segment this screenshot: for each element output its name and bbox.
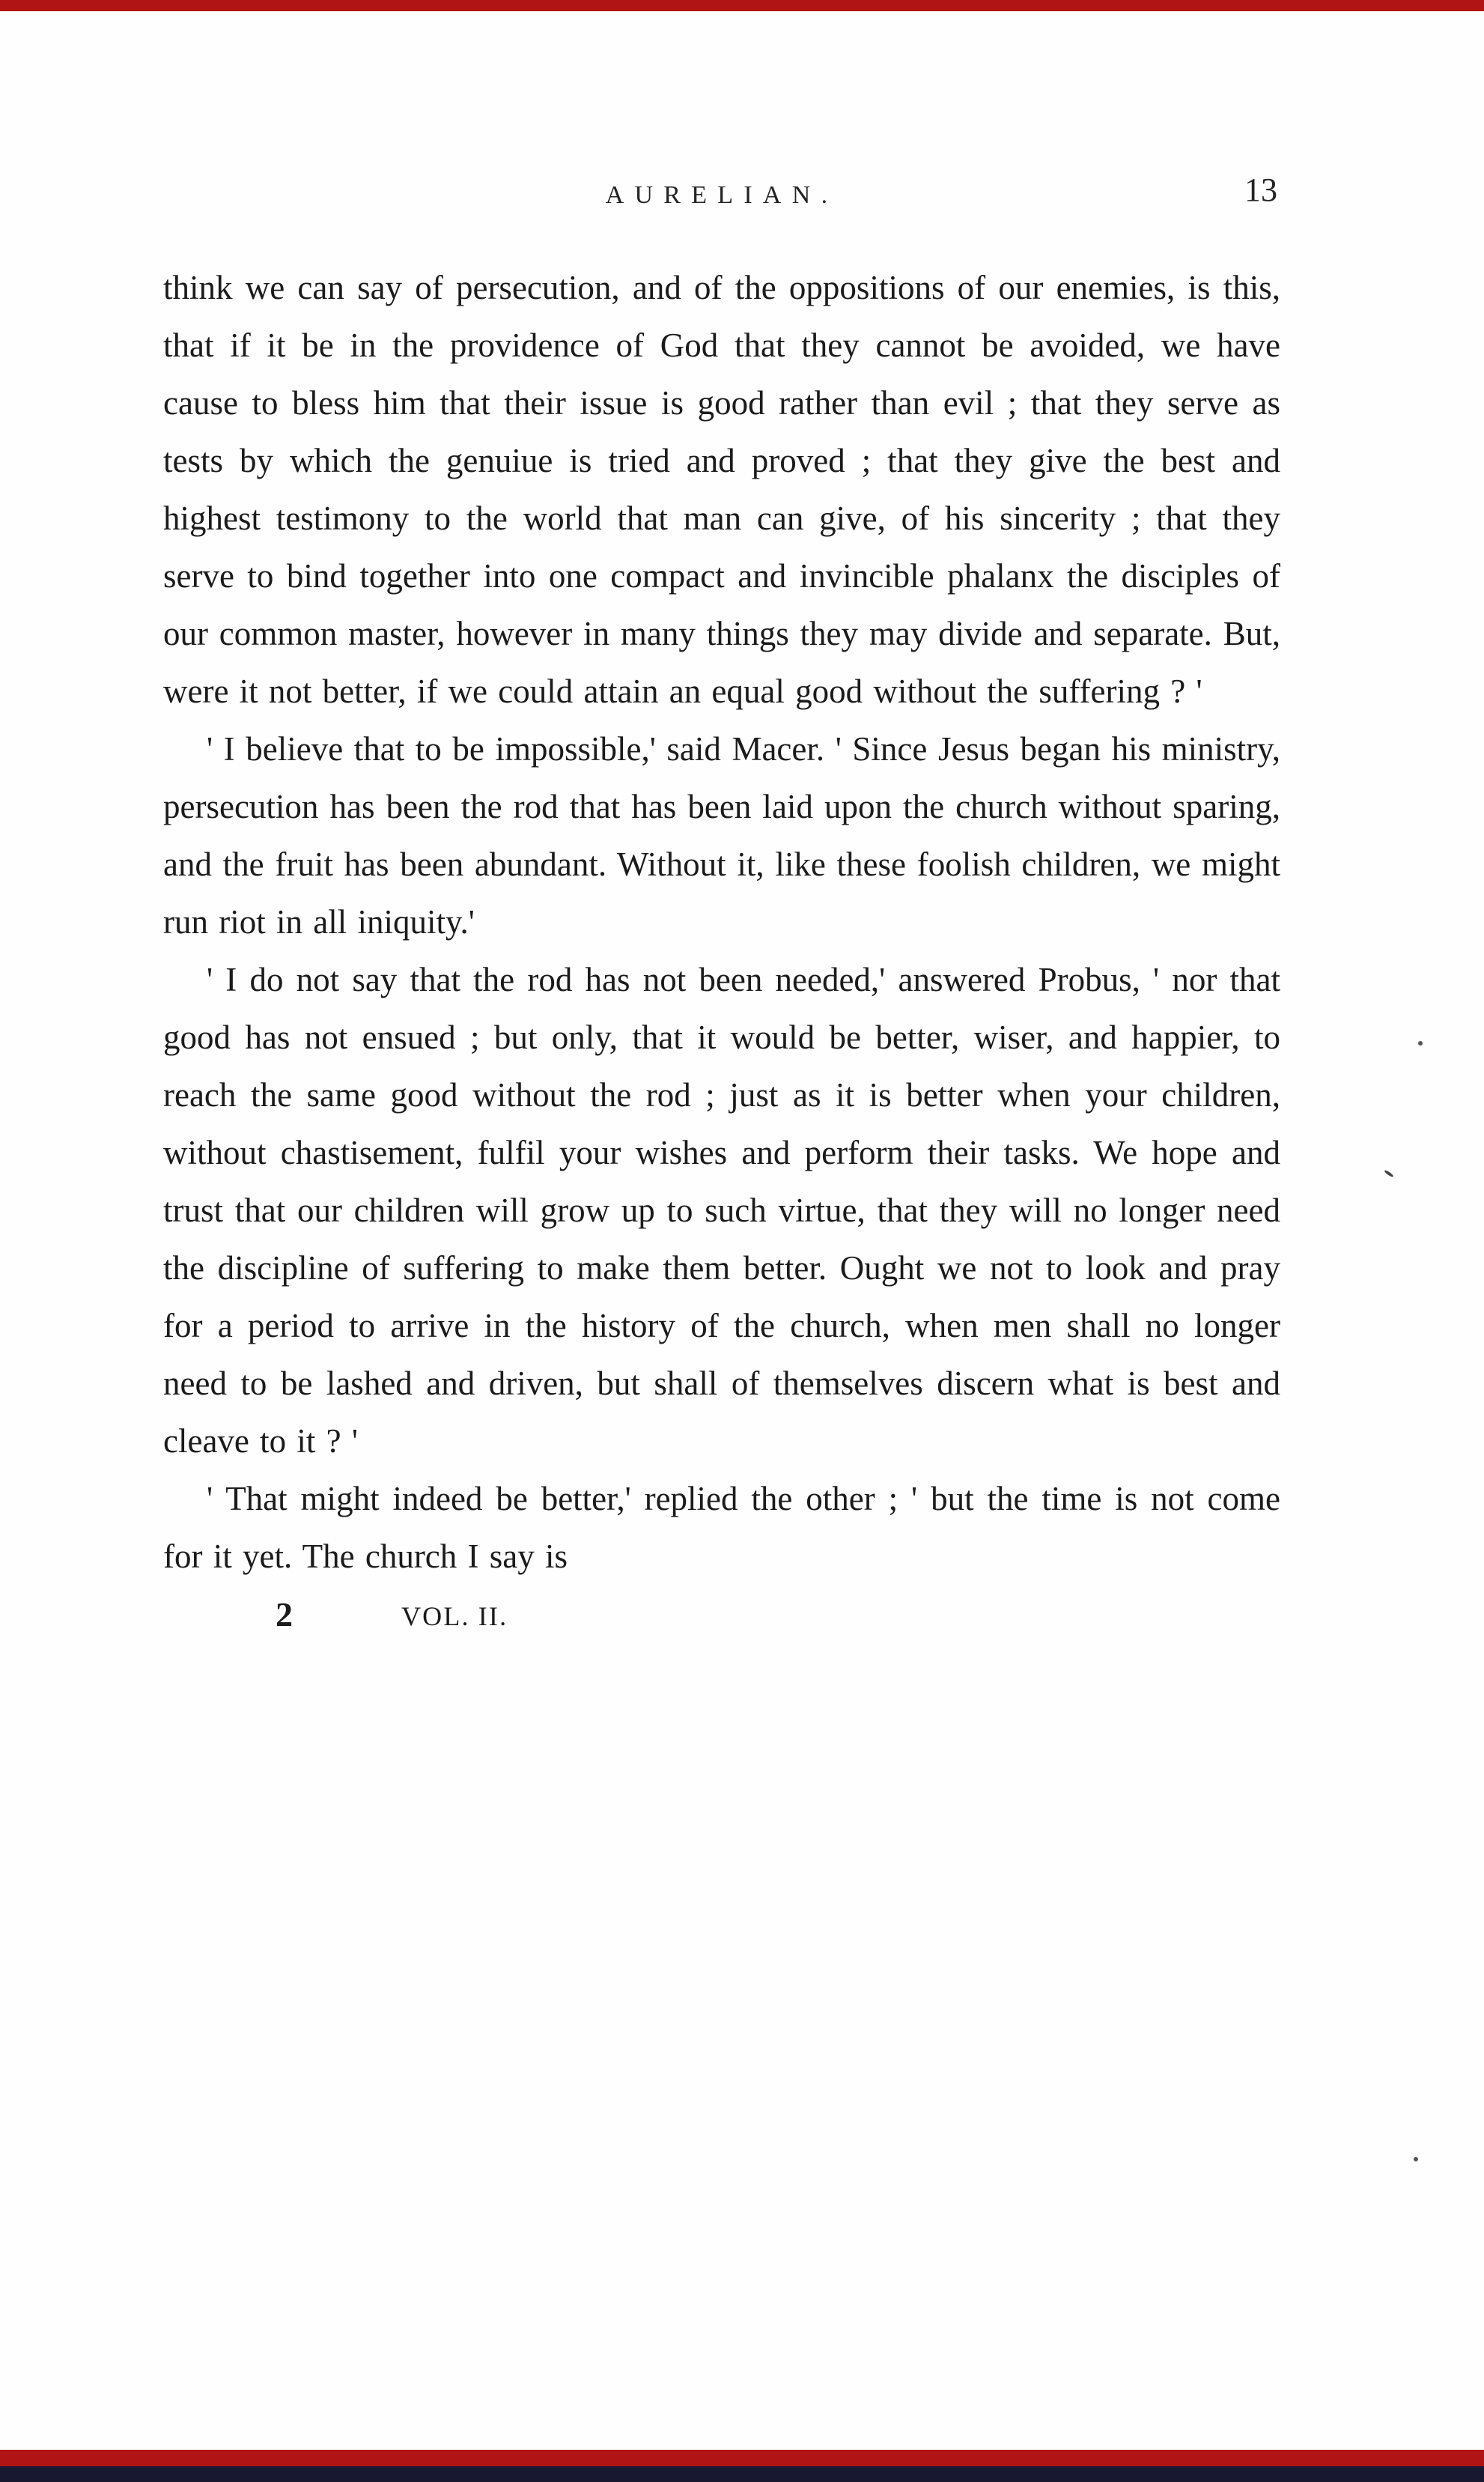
scan-speckle — [1418, 1041, 1423, 1046]
chapter-title: AURELIAN. — [605, 181, 839, 209]
scan-artifact-bottom-edge — [0, 2466, 1484, 2482]
scan-speckle — [1414, 2157, 1418, 2161]
paragraph: think we can say of persecution, and of the oppositions of our enemies, is this, that if it be in the providence of God that they cannot be avoided, we have cause to bless him that their issue is good rather than evil ; that they serve as tests by which the genuiue is tried and proved ; that they give the best and highest testimony to the world that man can give, of his sincerity ; that they serve to bind together into one compact and invincible phalanx the disciples of our common master, however in many things they may divide and separate. But, were it not better, if we could attain an equal good without the suffering ? ' — [163, 269, 1280, 710]
scan-speckle — [1384, 1169, 1394, 1177]
page-number: 13 — [1244, 172, 1277, 208]
volume-label: VOL. II. — [401, 1601, 508, 1631]
running-head — [163, 171, 1280, 223]
paragraph: ' That might indeed be better,' replied the other ; ' but the time is not come for it yet. The church I say is — [163, 1480, 1280, 1575]
book-page — [163, 171, 1280, 1647]
signature-mark: 2 — [276, 1595, 293, 1633]
scan-artifact-bottom-bar — [0, 2450, 1484, 2466]
body-text — [163, 259, 1280, 1586]
paragraph: ' I do not say that the rod has not been needed,' answered Probus, ' nor that good has not ensued ; but only, that it would be better, wiser, and happier, to reach the same good without the rod ; just as it is better when your children, without chastisement, fulfil your wishes and perform their tasks. We hope and trust that our children will grow up to such virtue, that they will no longer need the discipline of suffering to make them better. Ought we not to look and pray for a period to arrive in the history of the church, when men shall no longer need to be lashed and driven, but shall of themselves discern what is best and cleave to it ? ' — [163, 961, 1280, 1460]
page-footer — [163, 1595, 1280, 1647]
scan-artifact-top-bar — [0, 0, 1484, 11]
paragraph: ' I believe that to be impossible,' said Macer. ' Since Jesus began his ministry, persecution has been the rod that has been laid upon the church without sparing, and the fruit has been abundant. Without it, like these foolish children, we might run riot in all iniquity.' — [163, 730, 1280, 941]
